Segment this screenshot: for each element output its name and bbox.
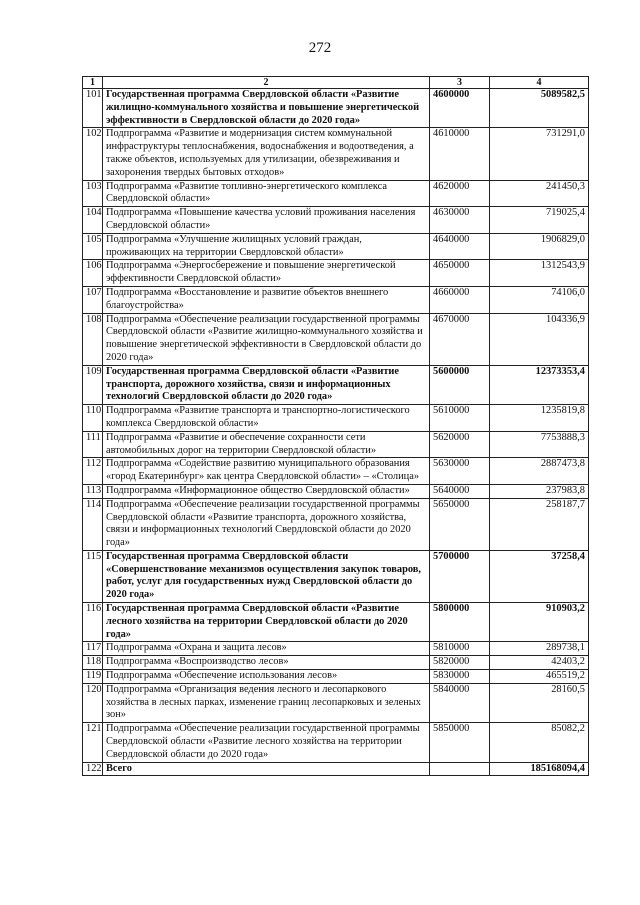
row-sum: 241450,3 bbox=[490, 180, 589, 207]
row-number: 114 bbox=[83, 498, 103, 550]
row-code bbox=[430, 762, 490, 776]
table-row bbox=[83, 484, 589, 498]
row-name: Подпрограмма «Содействие развитию муниципального образования «город Екатеринбург» как центра Свердловской области» – «Столица» bbox=[103, 458, 430, 485]
row-code: 4620000 bbox=[430, 180, 490, 207]
row-sum: 12373353,4 bbox=[490, 365, 589, 404]
row-code: 4640000 bbox=[430, 233, 490, 260]
row-code: 5700000 bbox=[430, 550, 490, 602]
row-name: Подпрограмма «Охрана и защита лесов» bbox=[103, 642, 430, 656]
table-row bbox=[83, 670, 589, 684]
row-sum: 289738,1 bbox=[490, 642, 589, 656]
row-sum: 719025,4 bbox=[490, 207, 589, 234]
row-sum: 74106,0 bbox=[490, 286, 589, 313]
row-code: 5610000 bbox=[430, 405, 490, 432]
row-name: Подпрограмма «Повышение качества условий проживания населения Свердловской области» bbox=[103, 207, 430, 234]
row-number: 109 bbox=[83, 365, 103, 404]
row-number: 117 bbox=[83, 642, 103, 656]
row-number: 120 bbox=[83, 683, 103, 722]
row-name: Государственная программа Свердловской области «Совершенствование механизмов осуществления закупок товаров, работ, услуг для государственных нужд Свердловской области до 2020 года» bbox=[103, 550, 430, 602]
row-name: Подпрограмма «Развитие топливно-энергетического комплекса Свердловской области» bbox=[103, 180, 430, 207]
row-code: 4670000 bbox=[430, 313, 490, 365]
row-sum: 37258,4 bbox=[490, 550, 589, 602]
page-number: 272 bbox=[308, 40, 332, 56]
row-name: Подпрограмма «Развитие транспорта и транспортно-логистического комплекса Свердловской области» bbox=[103, 405, 430, 432]
row-code: 5800000 bbox=[430, 603, 490, 642]
table-row bbox=[83, 89, 589, 128]
row-sum: 5089582,5 bbox=[490, 89, 589, 128]
row-code: 5840000 bbox=[430, 683, 490, 722]
row-number: 102 bbox=[83, 128, 103, 180]
table-row bbox=[83, 762, 589, 776]
row-name: Государственная программа Свердловской области «Развитие транспорта, дорожного хозяйства, связи и информационных технологий Свердловской области до 2020 года» bbox=[103, 365, 430, 404]
budget-table bbox=[82, 76, 589, 776]
row-name: Государственная программа Свердловской области «Развитие жилищно-коммунального хозяйства и повышение энергетической эффективности в Свердловской области до 2020 года» bbox=[103, 89, 430, 128]
row-code: 4650000 bbox=[430, 260, 490, 287]
row-sum: 258187,7 bbox=[490, 498, 589, 550]
table-row bbox=[83, 233, 589, 260]
row-code: 5620000 bbox=[430, 431, 490, 458]
column-header-code: 3 bbox=[430, 77, 490, 89]
row-sum: 7753888,3 bbox=[490, 431, 589, 458]
row-name: Подпрограмма «Энергосбережение и повышение энергетической эффективности Свердловской области» bbox=[103, 260, 430, 287]
table-header-row bbox=[83, 77, 589, 89]
row-number: 105 bbox=[83, 233, 103, 260]
table-row bbox=[83, 365, 589, 404]
row-number: 110 bbox=[83, 405, 103, 432]
row-sum: 1906829,0 bbox=[490, 233, 589, 260]
row-code: 4630000 bbox=[430, 207, 490, 234]
row-number: 101 bbox=[83, 89, 103, 128]
row-name: Подпрограмма «Воспроизводство лесов» bbox=[103, 656, 430, 670]
column-header-name: 2 bbox=[103, 77, 430, 89]
table-row bbox=[83, 458, 589, 485]
row-number: 112 bbox=[83, 458, 103, 485]
row-name: Подпрограмма «Обеспечение реализации государственной программы Свердловской области «Развитие лесного хозяйства на территории Свердловской области до 2020 года» bbox=[103, 723, 430, 762]
row-sum: 237983,8 bbox=[490, 484, 589, 498]
table-row bbox=[83, 405, 589, 432]
row-sum: 28160,5 bbox=[490, 683, 589, 722]
row-code: 4610000 bbox=[430, 128, 490, 180]
row-code: 5820000 bbox=[430, 656, 490, 670]
table-row bbox=[83, 498, 589, 550]
table-row bbox=[83, 286, 589, 313]
table-row bbox=[83, 207, 589, 234]
table-row bbox=[83, 260, 589, 287]
row-number: 108 bbox=[83, 313, 103, 365]
table-row bbox=[83, 603, 589, 642]
table-row bbox=[83, 128, 589, 180]
row-sum: 2887473,8 bbox=[490, 458, 589, 485]
row-number: 115 bbox=[83, 550, 103, 602]
row-number: 113 bbox=[83, 484, 103, 498]
row-name: Подпрограмма «Восстановление и развитие объектов внешнего благоустройства» bbox=[103, 286, 430, 313]
row-name: Всего bbox=[103, 762, 430, 776]
row-name: Подпрограмма «Улучшение жилищных условий граждан, проживающих на территории Свердловской области» bbox=[103, 233, 430, 260]
row-sum: 1312543,9 bbox=[490, 260, 589, 287]
row-number: 121 bbox=[83, 723, 103, 762]
row-name: Подпрограмма «Развитие и модернизация систем коммунальной инфраструктуры теплоснабжения, водоснабжения и водоотведения, а также объектов, используемых для утилизации, обезвреживания и захоронения твердых бытовых отходов» bbox=[103, 128, 430, 180]
row-number: 118 bbox=[83, 656, 103, 670]
row-code: 4660000 bbox=[430, 286, 490, 313]
table-row bbox=[83, 656, 589, 670]
row-number: 106 bbox=[83, 260, 103, 287]
row-code: 5650000 bbox=[430, 498, 490, 550]
row-sum: 910903,2 bbox=[490, 603, 589, 642]
table-row bbox=[83, 683, 589, 722]
row-number: 104 bbox=[83, 207, 103, 234]
row-name: Подпрограмма «Информационное общество Свердловской области» bbox=[103, 484, 430, 498]
table-row bbox=[83, 550, 589, 602]
row-code: 5630000 bbox=[430, 458, 490, 485]
table-row bbox=[83, 723, 589, 762]
row-name: Подпрограмма «Обеспечение реализации государственной программы Свердловской области «Развитие жилищно-коммунального хозяйства и повышение энергетической эффективности в Свердловской области до 2020 года» bbox=[103, 313, 430, 365]
row-number: 111 bbox=[83, 431, 103, 458]
row-name: Подпрограмма «Обеспечение реализации государственной программы Свердловской области «Развитие транспорта, дорожного хозяйства, связи и информационных технологий Свердловской области до 2020 года» bbox=[103, 498, 430, 550]
row-name: Подпрограмма «Организация ведения лесного и лесопаркового хозяйства в лесных парках, изменение границ лесопарковых и зеленых зон» bbox=[103, 683, 430, 722]
row-code: 5850000 bbox=[430, 723, 490, 762]
row-number: 107 bbox=[83, 286, 103, 313]
row-sum: 104336,9 bbox=[490, 313, 589, 365]
row-name: Государственная программа Свердловской области «Развитие лесного хозяйства на территории Свердловской области до 2020 года» bbox=[103, 603, 430, 642]
table-row bbox=[83, 313, 589, 365]
row-sum: 731291,0 bbox=[490, 128, 589, 180]
column-header-number: 1 bbox=[83, 77, 103, 89]
row-sum: 185168094,4 bbox=[490, 762, 589, 776]
row-number: 116 bbox=[83, 603, 103, 642]
table-row bbox=[83, 431, 589, 458]
row-number: 122 bbox=[83, 762, 103, 776]
row-sum: 42403,2 bbox=[490, 656, 589, 670]
table-row bbox=[83, 642, 589, 656]
row-code: 5600000 bbox=[430, 365, 490, 404]
row-code: 5810000 bbox=[430, 642, 490, 656]
row-code: 4600000 bbox=[430, 89, 490, 128]
row-number: 103 bbox=[83, 180, 103, 207]
column-header-sum: 4 bbox=[490, 77, 589, 89]
row-sum: 85082,2 bbox=[490, 723, 589, 762]
table-row bbox=[83, 180, 589, 207]
row-sum: 465519,2 bbox=[490, 670, 589, 684]
row-name: Подпрограмма «Обеспечение использования лесов» bbox=[103, 670, 430, 684]
row-sum: 1235819,8 bbox=[490, 405, 589, 432]
row-name: Подпрограмма «Развитие и обеспечение сохранности сети автомобильных дорог на территории Свердловской области» bbox=[103, 431, 430, 458]
row-number: 119 bbox=[83, 670, 103, 684]
row-code: 5830000 bbox=[430, 670, 490, 684]
row-code: 5640000 bbox=[430, 484, 490, 498]
